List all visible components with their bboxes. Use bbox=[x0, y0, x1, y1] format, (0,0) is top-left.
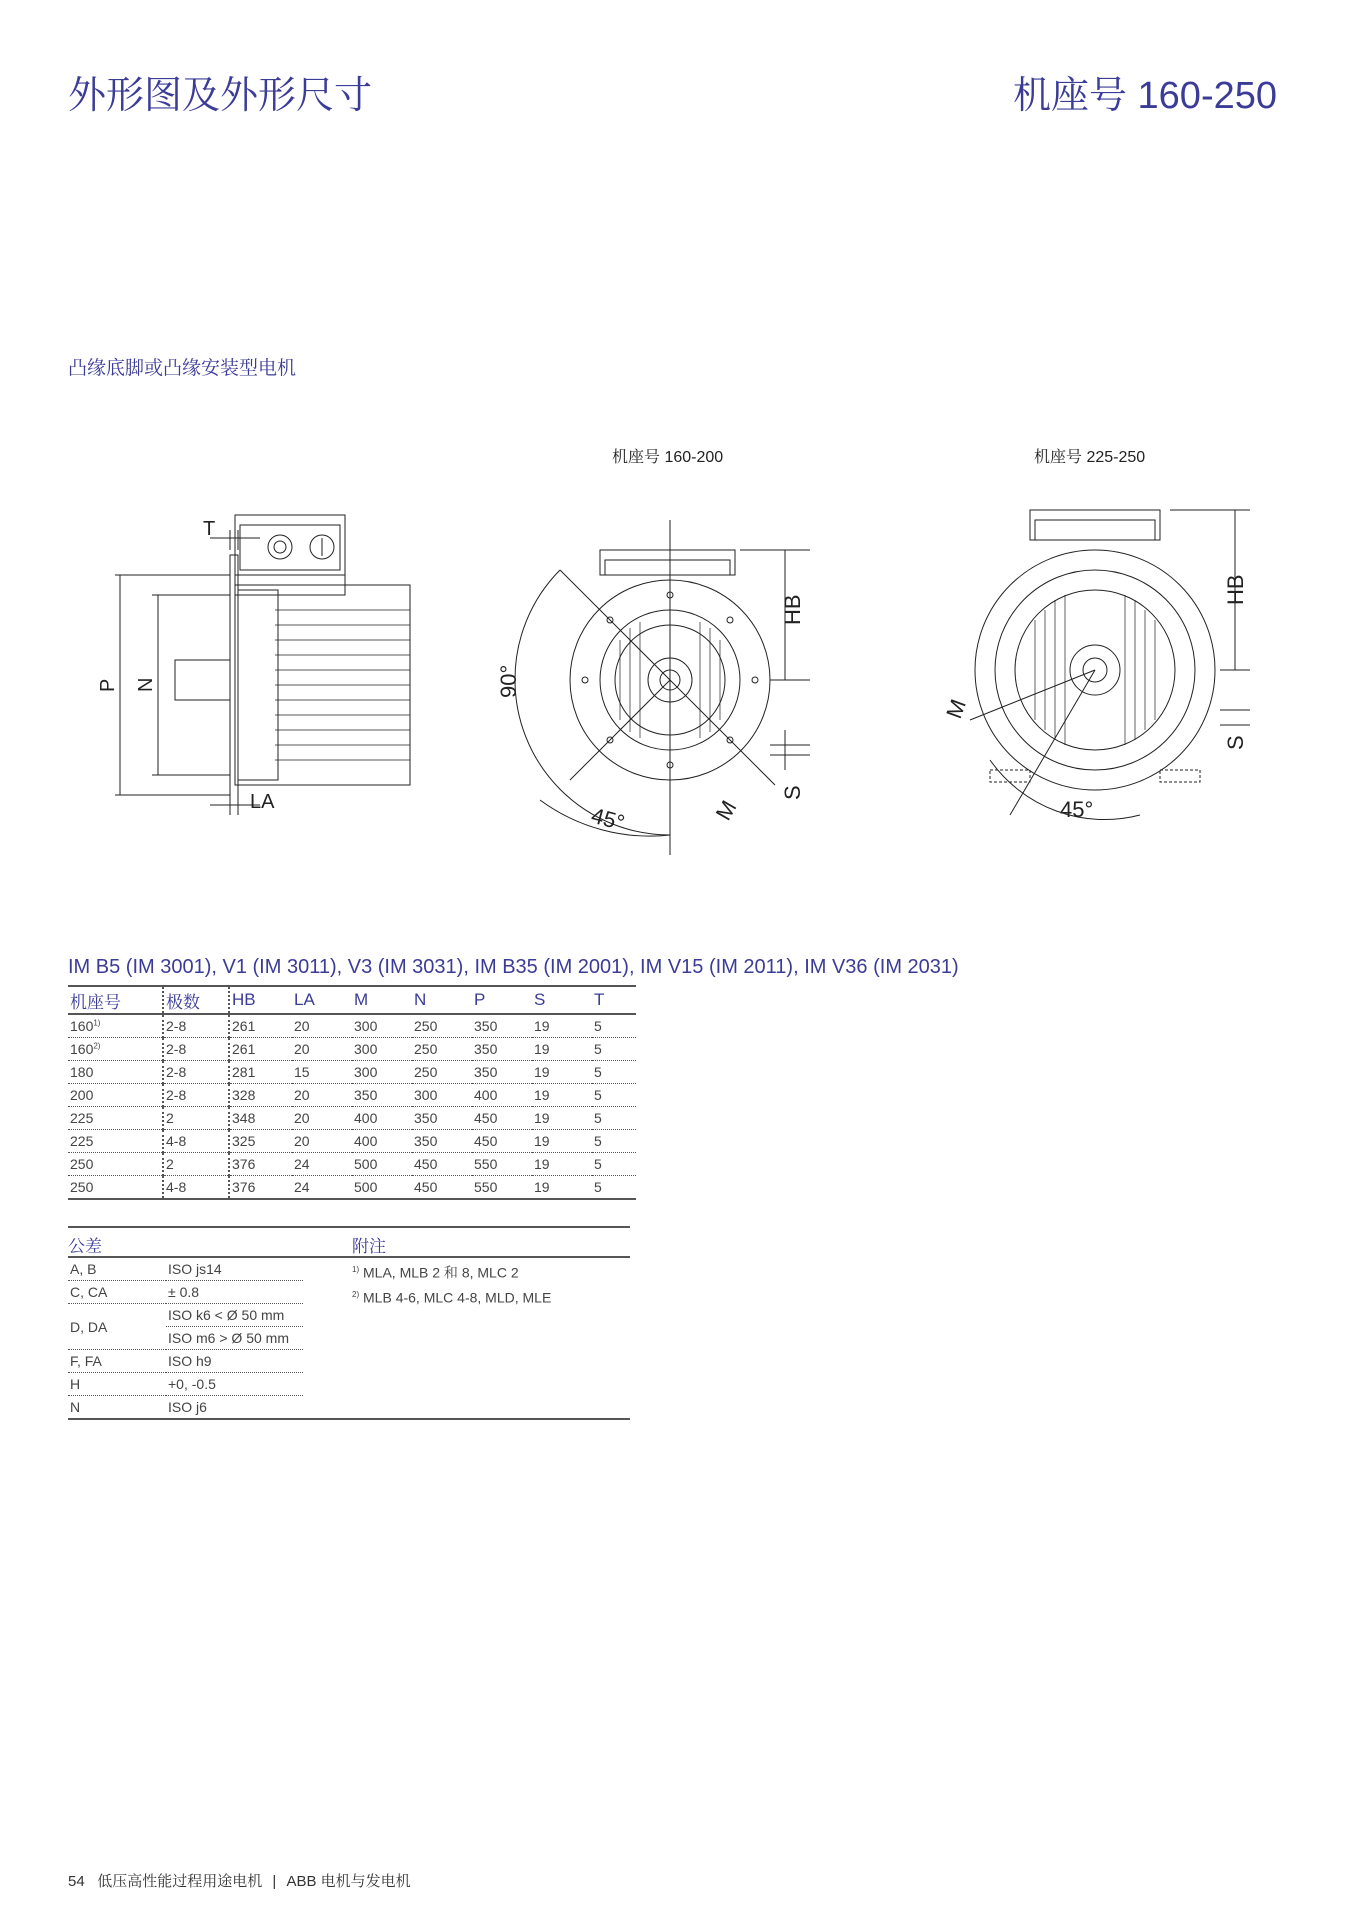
table-cell: 19 bbox=[532, 1084, 592, 1107]
table-cell: 500 bbox=[354, 1179, 378, 1195]
frame-value: 160 bbox=[70, 1018, 94, 1034]
footnote-marker: 2) bbox=[93, 1041, 101, 1051]
table-cell: 2-8 bbox=[163, 1038, 229, 1061]
table-cell: 24 bbox=[292, 1153, 352, 1176]
table-row bbox=[68, 1304, 303, 1327]
frame-value: 200 bbox=[70, 1087, 94, 1103]
table-cell: 5 bbox=[592, 1014, 636, 1038]
tol-name: D, DA bbox=[68, 1304, 166, 1350]
table-cell: 19 bbox=[534, 1179, 550, 1195]
frame-range-title: 机座号 160-250 bbox=[1012, 75, 1277, 117]
table-row bbox=[68, 1396, 303, 1419]
table-cell: 2 bbox=[163, 1153, 229, 1176]
angle-45-label-2: 45° bbox=[1060, 797, 1094, 822]
table-cell: 5 bbox=[592, 1061, 636, 1084]
table-cell: 450 bbox=[472, 1107, 532, 1130]
table-cell: 376 bbox=[229, 1153, 292, 1176]
tol-value: ISO m6 > Ø 50 mm bbox=[166, 1327, 303, 1350]
table-cell: 20 bbox=[292, 1084, 352, 1107]
dim-HB-label-2: HB bbox=[1223, 574, 1248, 605]
table-row bbox=[68, 1257, 303, 1281]
table-cell: 15 bbox=[292, 1061, 352, 1084]
table-row bbox=[68, 1061, 636, 1084]
front-view-160-200 bbox=[480, 500, 830, 860]
brand-name: ABB 电机与发电机 bbox=[286, 1873, 411, 1890]
table-cell: 19 bbox=[532, 1107, 592, 1130]
table-row bbox=[68, 1153, 636, 1176]
table-cell: 24 bbox=[294, 1179, 310, 1195]
page-number: 54 bbox=[68, 1873, 85, 1890]
note-item bbox=[352, 1284, 551, 1309]
table-cell: 450 bbox=[412, 1153, 472, 1176]
frame-value: 225 bbox=[70, 1133, 94, 1149]
table-cell: 300 bbox=[352, 1061, 412, 1084]
table-cell: 4-8 bbox=[163, 1176, 229, 1200]
table-cell: 350 bbox=[472, 1061, 532, 1084]
table-row bbox=[68, 1176, 636, 1200]
table-cell: 350 bbox=[352, 1084, 412, 1107]
table-cell: 4-8 bbox=[163, 1130, 229, 1153]
col-N: N bbox=[412, 986, 472, 1014]
table-cell: 20 bbox=[292, 1014, 352, 1038]
table-cell: 5 bbox=[592, 1084, 636, 1107]
dim-LA: LA bbox=[250, 791, 275, 813]
dim-M-label-2: M bbox=[941, 695, 971, 722]
table-header-row bbox=[68, 986, 636, 1014]
dim-M-label: M bbox=[710, 796, 742, 825]
tol-name: N bbox=[70, 1399, 81, 1415]
notes-heading: 附注 bbox=[352, 1237, 386, 1256]
drawing-label-160-200: 机座号 160-200 bbox=[612, 449, 724, 466]
col-T: T bbox=[592, 986, 636, 1014]
table-cell: 5 bbox=[592, 1107, 636, 1130]
dim-S-label: S bbox=[780, 785, 805, 800]
table-row bbox=[68, 1373, 303, 1396]
frame-cell bbox=[68, 1130, 163, 1153]
tol-value: ISO js14 bbox=[166, 1257, 303, 1281]
document-title: 低压高性能过程用途电机 bbox=[97, 1873, 263, 1890]
table-cell: 400 bbox=[472, 1084, 532, 1107]
table-cell: 2-8 bbox=[163, 1014, 229, 1038]
section-subtitle: 凸缘底脚或凸缘安装型电机 bbox=[68, 358, 297, 379]
tol-name: H bbox=[68, 1373, 166, 1396]
side-view-drawing bbox=[97, 500, 420, 820]
tol-value: ± 0.8 bbox=[166, 1281, 303, 1304]
table-cell: 250 bbox=[412, 1061, 472, 1084]
drawing-label-225-250: 机座号 225-250 bbox=[1034, 449, 1146, 466]
table-cell: 2 bbox=[163, 1107, 229, 1130]
table-cell: 450 bbox=[414, 1179, 438, 1195]
table-cell: 19 bbox=[532, 1061, 592, 1084]
dim-N: N bbox=[135, 677, 157, 692]
table-cell: 350 bbox=[412, 1107, 472, 1130]
table-cell: 400 bbox=[352, 1107, 412, 1130]
table-cell: 250 bbox=[412, 1038, 472, 1061]
table-row bbox=[68, 1014, 636, 1038]
note-marker: 2) bbox=[352, 1289, 360, 1299]
notes-list bbox=[352, 1259, 551, 1308]
col-HB: HB bbox=[229, 986, 292, 1014]
frame-cell bbox=[68, 1084, 163, 1107]
note-marker: 1) bbox=[352, 1265, 360, 1274]
front-view-225-250 bbox=[930, 495, 1270, 835]
frame-value: 250 bbox=[70, 1156, 94, 1172]
table-cell: 19 bbox=[532, 1038, 592, 1061]
frame-value: 250 bbox=[70, 1179, 94, 1195]
note-text: MLB 4-6, MLC 4-8, MLD, MLE bbox=[363, 1289, 552, 1306]
table-cell: 261 bbox=[229, 1038, 292, 1061]
table-cell: 376 bbox=[229, 1176, 292, 1200]
table-cell: 350 bbox=[412, 1130, 472, 1153]
table-cell: 261 bbox=[229, 1014, 292, 1038]
dimension-table bbox=[68, 985, 636, 1200]
frame-value: 180 bbox=[70, 1064, 94, 1080]
mounting-types-heading: IM B5 (IM 3001), V1 (IM 3011), V3 (IM 3031), IM B35 (IM 2001), IM V15 (IM 2011), IM V36 (IM 2031) bbox=[68, 956, 959, 978]
frame-cell bbox=[68, 1014, 163, 1038]
tol-name: F, FA bbox=[68, 1350, 166, 1373]
tol-value: ISO j6 bbox=[168, 1399, 207, 1415]
dim-HB-label: HB bbox=[780, 594, 805, 625]
table-cell: 300 bbox=[352, 1038, 412, 1061]
table-cell: 550 bbox=[474, 1179, 498, 1195]
table-cell: 19 bbox=[532, 1014, 592, 1038]
table-cell: 5 bbox=[592, 1038, 636, 1061]
table-cell: 325 bbox=[229, 1130, 292, 1153]
frame-value: 160 bbox=[70, 1041, 94, 1057]
frame-cell bbox=[68, 1107, 163, 1130]
tol-value: ISO h9 bbox=[166, 1350, 303, 1373]
table-cell: 20 bbox=[292, 1038, 352, 1061]
frame-cell bbox=[68, 1061, 163, 1084]
dim-T: T bbox=[203, 518, 216, 540]
table-cell: 350 bbox=[472, 1014, 532, 1038]
tolerance-table bbox=[68, 1256, 303, 1418]
footnote-marker: 1) bbox=[93, 1018, 101, 1028]
table-row bbox=[68, 1107, 636, 1130]
tol-name: C, CA bbox=[68, 1281, 166, 1304]
col-poles: 极数 bbox=[163, 986, 229, 1014]
table-cell: 450 bbox=[472, 1130, 532, 1153]
table-row bbox=[68, 1038, 636, 1061]
table-cell: 19 bbox=[532, 1130, 592, 1153]
frame-cell bbox=[68, 1176, 163, 1200]
table-cell: 500 bbox=[352, 1153, 412, 1176]
table-row bbox=[68, 1084, 636, 1107]
dim-P: P bbox=[97, 678, 119, 692]
table-cell: 250 bbox=[412, 1014, 472, 1038]
table-row bbox=[68, 1130, 636, 1153]
table-cell: 400 bbox=[352, 1130, 412, 1153]
frame-value: 225 bbox=[70, 1110, 94, 1126]
table-cell: 2-8 bbox=[163, 1084, 229, 1107]
table-cell: 281 bbox=[229, 1061, 292, 1084]
table-cell: 348 bbox=[229, 1107, 292, 1130]
frame-cell bbox=[68, 1038, 163, 1061]
table-cell: 2-8 bbox=[163, 1061, 229, 1084]
frame-cell bbox=[68, 1153, 163, 1176]
col-M: M bbox=[352, 986, 412, 1014]
page-footer bbox=[68, 1870, 411, 1891]
note-item bbox=[352, 1259, 551, 1284]
table-cell: 5 bbox=[592, 1153, 636, 1176]
table-cell: 350 bbox=[472, 1038, 532, 1061]
table-cell: 300 bbox=[352, 1014, 412, 1038]
angle-90-label: 90° bbox=[496, 664, 521, 698]
table-cell: 550 bbox=[472, 1153, 532, 1176]
table-cell: 5 bbox=[592, 1130, 636, 1153]
col-S: S bbox=[532, 986, 592, 1014]
tol-value: +0, -0.5 bbox=[166, 1373, 303, 1396]
tol-value: ISO k6 < Ø 50 mm bbox=[166, 1304, 303, 1327]
tol-name: A, B bbox=[68, 1257, 166, 1281]
table-cell: 328 bbox=[229, 1084, 292, 1107]
table-cell: 19 bbox=[532, 1153, 592, 1176]
tolerance-heading: 公差 bbox=[68, 1237, 102, 1256]
table-row bbox=[68, 1281, 303, 1304]
table-cell: 5 bbox=[594, 1179, 602, 1195]
page-title: 外形图及外形尺寸 bbox=[68, 75, 373, 117]
table-cell: 20 bbox=[292, 1107, 352, 1130]
dim-S-label-2: S bbox=[1223, 735, 1248, 750]
note-text: MLA, MLB 2 和 8, MLC 2 bbox=[363, 1264, 519, 1281]
col-LA: LA bbox=[292, 986, 352, 1014]
table-row bbox=[68, 1350, 303, 1373]
col-P: P bbox=[472, 986, 532, 1014]
col-frame: 机座号 bbox=[68, 986, 163, 1014]
footer-separator: | bbox=[272, 1873, 277, 1890]
angle-45-label: 45° bbox=[588, 802, 628, 836]
table-cell: 300 bbox=[412, 1084, 472, 1107]
table-cell: 20 bbox=[292, 1130, 352, 1153]
